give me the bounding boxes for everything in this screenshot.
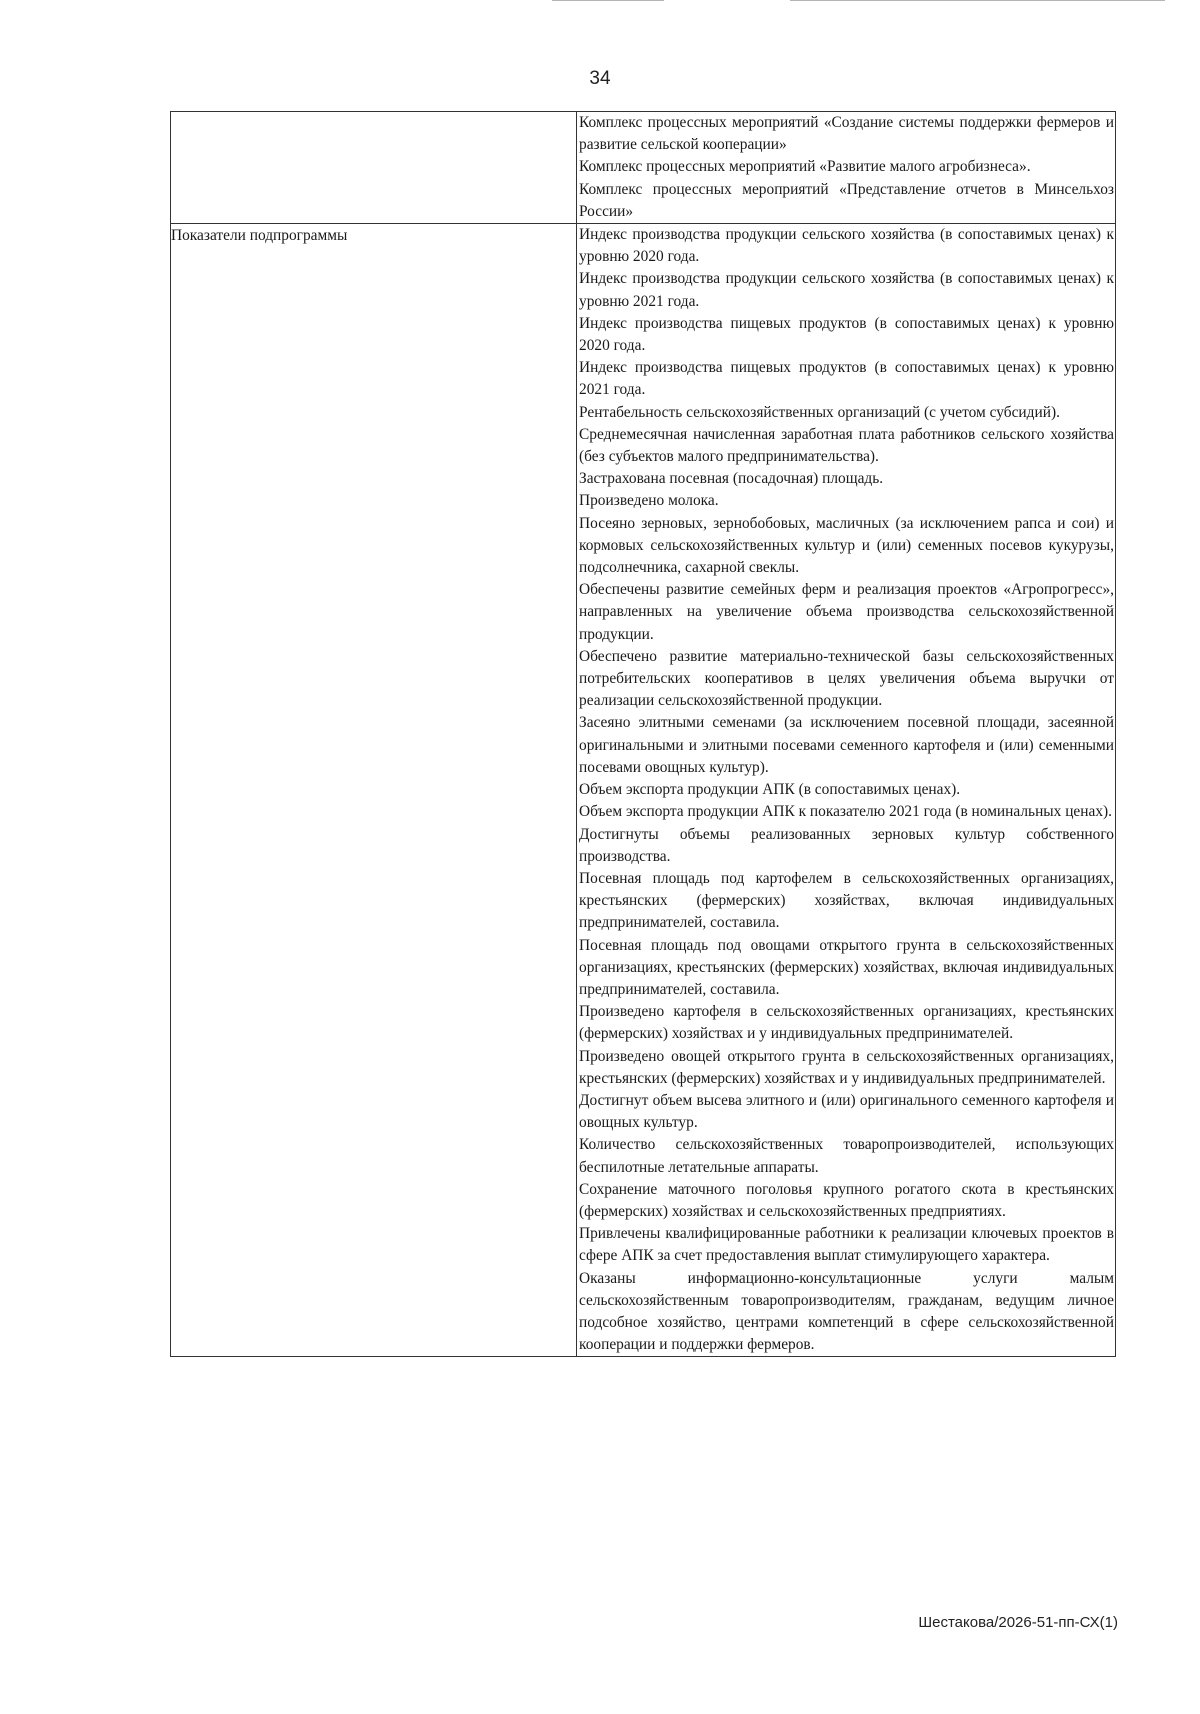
row-label	[171, 112, 577, 224]
row-content	[577, 224, 1116, 1357]
row-content	[577, 112, 1116, 224]
list-item: Произведено картофеля в сельскохозяйственных организациях, крестьянских (фермерских) хозяйствах и у индивидуальных предпринимателей.	[579, 1003, 1114, 1043]
list-item: Объем экспорта продукции АПК к показателю 2021 года (в номинальных ценах).	[579, 803, 1112, 821]
list-item: Произведено овощей открытого грунта в сельскохозяйственных организациях, крестьянских (фермерских) хозяйствах и у индивидуальных предпринимателей.	[579, 1047, 1114, 1087]
scan-edge-line	[552, 0, 664, 1]
table-row	[171, 224, 1116, 1357]
list-item: Индекс производства продукции сельского хозяйства (в сопоставимых ценах) к уровню 2021 года.	[579, 270, 1114, 310]
list-item: Комплекс процессных мероприятий «Создание системы поддержки фермеров и развитие сельской кооперации»	[579, 114, 1114, 154]
table-row	[171, 112, 1116, 224]
list-item: Обеспечено развитие материально-технической базы сельскохозяйственных потребительских кооперативов в целях увеличения объема выручки от реализации сельскохозяйственной продукции.	[579, 647, 1114, 710]
list-item: Произведено молока.	[579, 492, 719, 510]
program-passport-table	[170, 111, 1116, 1357]
list-item: Среднемесячная начисленная заработная плата работников сельского хозяйства (без субъектов малого предпринимательства).	[579, 425, 1114, 466]
row-label: Показатели подпрограммы	[171, 224, 577, 1357]
list-item: Привлечены квалифицированные работники к реализации ключевых проектов в сфере АПК за счет предоставления выплат стимулирующего характера.	[579, 1225, 1114, 1265]
list-item: Достигнут объем высева элитного и (или) оригинального семенного картофеля и овощных культур.	[579, 1091, 1114, 1132]
list-item: Индекс производства пищевых продуктов (в сопоставимых ценах) к уровню 2020 года.	[579, 314, 1114, 355]
scan-edge-line	[790, 0, 1165, 1]
list-item: Рентабельность сельскохозяйственных организаций (с учетом субсидий).	[579, 403, 1060, 421]
list-item: Индекс производства продукции сельского хозяйства (в сопоставимых ценах) к уровню 2020 года.	[579, 226, 1114, 266]
list-item: Комплекс процессных мероприятий «Развитие малого агробизнеса».	[579, 158, 1031, 176]
document-code: Шестакова/2026-51-пп-СХ(1)	[918, 1614, 1118, 1631]
list-item: Засеяно элитными семенами (за исключением посевной площади, засеянной оригинальными и элитными посевами семенного картофеля и (или) семенными посевами овощных культур).	[579, 714, 1114, 776]
list-item: Индекс производства пищевых продуктов (в сопоставимых ценах) к уровню 2021 года.	[579, 359, 1114, 399]
list-item: Посеяно зерновых, зернобобовых, масличных (за исключением рапса и сои) и кормовых сельскохозяйственных культур и (или) семенных посевов кукурузы, подсолнечника, сахарной свеклы.	[579, 514, 1114, 577]
list-item: Застрахована посевная (посадочная) площадь.	[579, 470, 884, 488]
page-number: 34	[589, 68, 611, 89]
list-item: Обеспечены развитие семейных ферм и реализация проектов «Агропрогресс», направленных на увеличение объема производства сельскохозяйственной продукции.	[579, 581, 1114, 643]
list-item: Посевная площадь под овощами открытого грунта в сельскохозяйственных организациях, крестьянских (фермерских) хозяйствах, включая индивидуальных предпринимателей, составила.	[579, 936, 1114, 998]
list-item: Достигнуты объемы реализованных зерновых культур собственного производства.	[579, 825, 1114, 865]
list-item: Сохранение маточного поголовья крупного рогатого скота в крестьянских (фермерских) хозяйствах и сельскохозяйственных предприятиях.	[579, 1180, 1114, 1220]
list-item: Объем экспорта продукции АПК (в сопоставимых ценах).	[579, 781, 961, 799]
list-item: Количество сельскохозяйственных товаропроизводителей, использующих беспилотные летательные аппараты.	[579, 1136, 1114, 1176]
list-item: Оказаны информационно-консультационные услуги малым сельскохозяйственным товаропроизводителям, гражданам, ведущим личное подсобное хозяйство, центрами компетенций в сфере сельскохозяйственной кооперации и поддержки фермеров.	[579, 1269, 1114, 1354]
list-item: Посевная площадь под картофелем в сельскохозяйственных организациях, крестьянских (фермерских) хозяйствах, включая индивидуальных предпринимателей, составила.	[579, 869, 1114, 932]
list-item: Комплекс процессных мероприятий «Представление отчетов в Минсельхоз России»	[579, 180, 1114, 220]
